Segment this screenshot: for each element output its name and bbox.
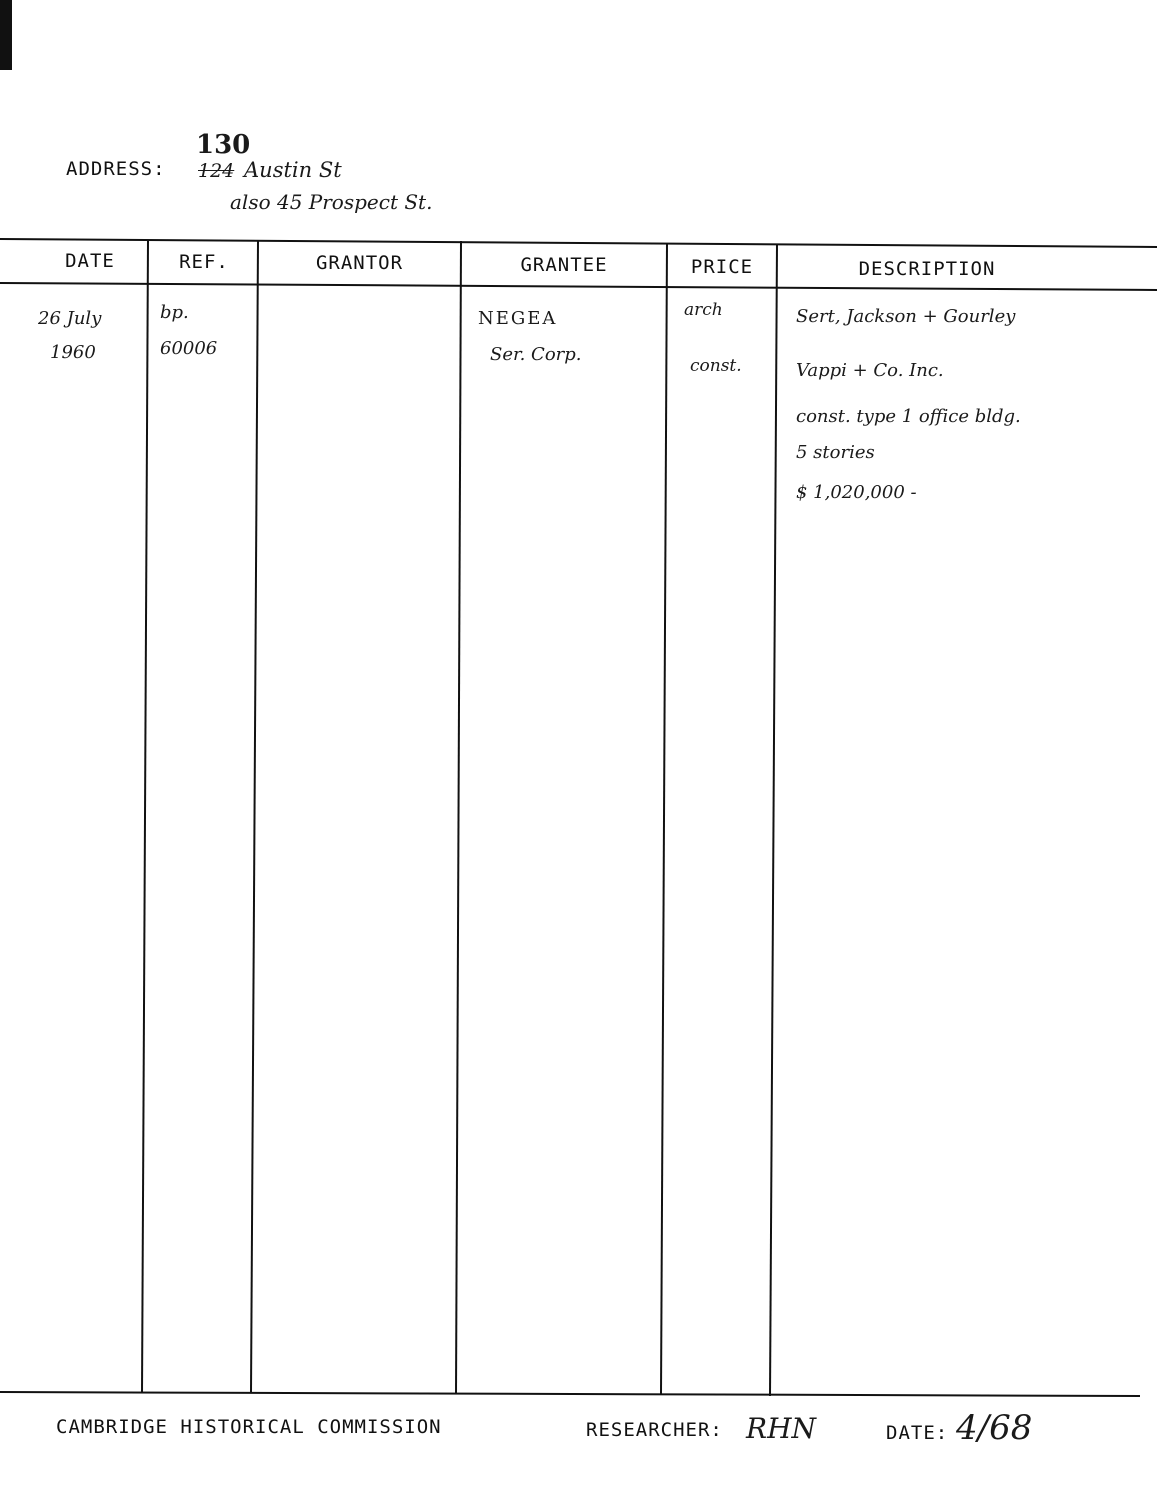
header-ref: REF. [179,251,229,273]
row-description-line5: $ 1,020,000 - [796,482,917,503]
row-price-line2: const. [690,356,742,376]
header-date: DATE [65,250,115,272]
row-price-line1: arch [684,300,723,320]
address-number-corrected: 130 [196,130,251,160]
row-ref-line1: bp. [160,302,189,323]
row-description-line1: Sert, Jackson + Gourley [796,306,1016,327]
address-label: ADDRESS: [66,158,166,180]
header-description: DESCRIPTION [858,258,996,280]
row-grantee-line1: NEGEA [478,308,558,329]
row-description-line4: 5 stories [796,442,875,463]
row-date-line2: 1960 [50,342,96,363]
header-grantee: GRANTEE [520,254,608,276]
address-also: also 45 Prospect St. [230,190,433,214]
footer-date-label: DATE: [886,1422,949,1444]
address-number-struck: 124 [198,160,235,182]
row-date-line1: 26 July [38,308,102,329]
row-description-line3: const. type 1 office bldg. [796,406,1021,427]
footer-researcher-label: RESEARCHER: [586,1419,723,1441]
header-grantor: GRANTOR [315,252,404,274]
row-ref-line2: 60006 [160,338,218,359]
address-street: Austin St [244,158,342,182]
footer-researcher: RHN [746,1412,816,1445]
row-grantee-line2: Ser. Corp. [490,344,582,365]
header-price: PRICE [690,256,754,278]
footer-org: CAMBRIDGE HISTORICAL COMMISSION [56,1416,442,1438]
footer-date: 4/68 [956,1408,1033,1448]
row-description-line2: Vappi + Co. Inc. [796,360,944,381]
